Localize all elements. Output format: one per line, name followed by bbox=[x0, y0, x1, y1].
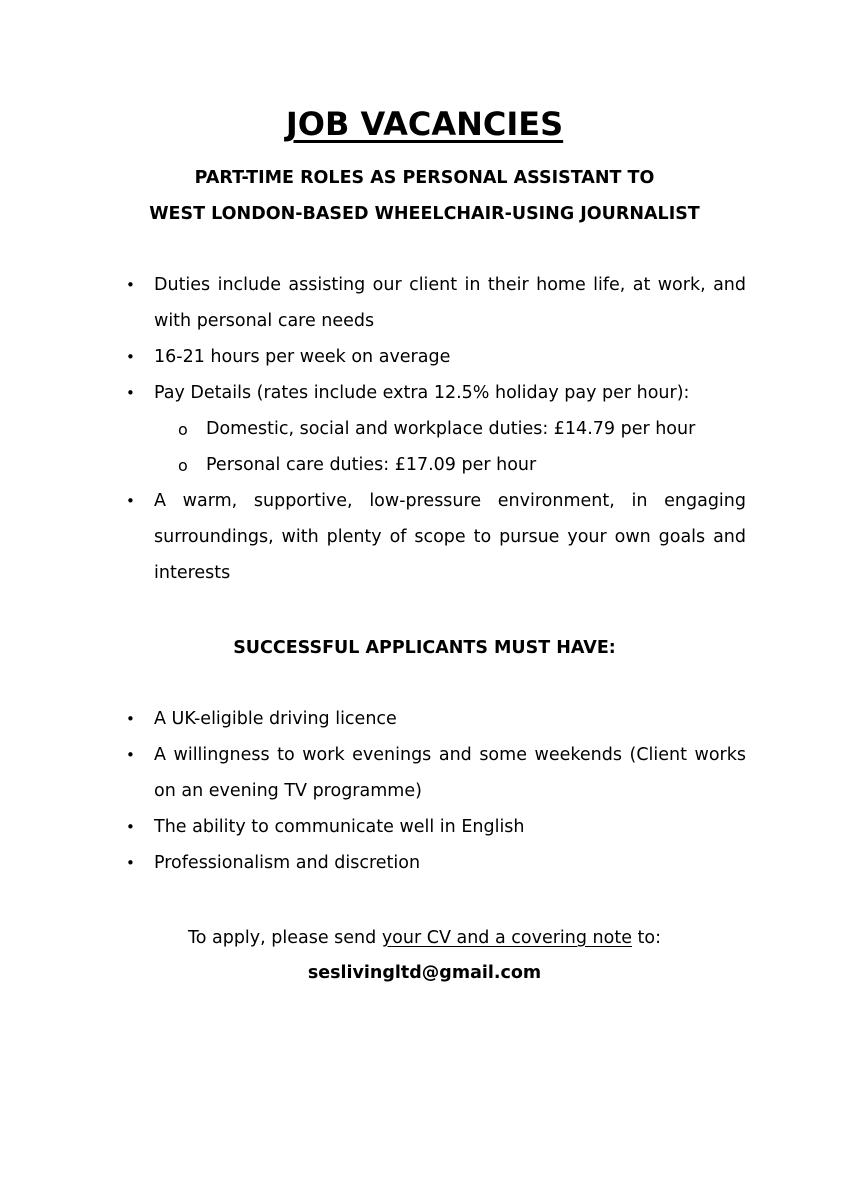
bullet-icon: • bbox=[126, 854, 135, 872]
list-item bbox=[124, 809, 746, 845]
requirement-text: A UK-eligible driving licence bbox=[154, 709, 397, 729]
list-item bbox=[124, 267, 746, 339]
list-item bbox=[154, 447, 746, 483]
page-title: JOB VACANCIES bbox=[285, 105, 564, 143]
list-item bbox=[124, 737, 746, 809]
apply-underlined-text: your CV and a covering note bbox=[381, 928, 632, 948]
duty-text: A warm, supportive, low-pressure environment, in engaging surroundings, with plenty of scope to pursue your own goals and interests bbox=[154, 491, 746, 583]
requirement-text: The ability to communicate well in English bbox=[154, 817, 525, 837]
pay-details-list bbox=[154, 411, 746, 483]
list-item bbox=[124, 701, 746, 737]
bullet-icon: • bbox=[126, 276, 135, 294]
apply-instructions bbox=[0, 926, 849, 950]
apply-prefix: To apply, please send bbox=[188, 928, 382, 948]
list-item bbox=[154, 411, 746, 447]
apply-suffix: to: bbox=[631, 928, 661, 948]
contact-email[interactable]: seslivingltd@gmail.com bbox=[307, 963, 542, 983]
bullet-icon: • bbox=[126, 710, 135, 728]
subtitle-line-2: WEST LONDON-BASED WHEELCHAIR-USING JOURNALIST bbox=[149, 204, 700, 224]
bullet-icon: • bbox=[126, 746, 135, 764]
subtitle-line-1: PART-TIME ROLES AS PERSONAL ASSISTANT TO bbox=[194, 168, 655, 188]
requirement-text: A willingness to work evenings and some weekends (Client works on an evening TV programme) bbox=[154, 745, 746, 801]
pay-detail-text: Personal care duties: £17.09 per hour bbox=[206, 455, 537, 475]
bullet-icon: • bbox=[126, 384, 135, 402]
bullet-icon: • bbox=[126, 492, 135, 510]
duty-text: Duties include assisting our client in their home life, at work, and with personal care needs bbox=[154, 275, 746, 331]
list-item bbox=[124, 339, 746, 375]
circle-bullet-icon: o bbox=[178, 420, 188, 439]
duties-list bbox=[124, 267, 746, 591]
duty-text: Pay Details (rates include extra 12.5% holiday pay per hour): bbox=[154, 383, 690, 403]
list-item bbox=[124, 375, 746, 483]
requirement-text: Professionalism and discretion bbox=[154, 853, 421, 873]
circle-bullet-icon: o bbox=[178, 456, 188, 475]
bullet-icon: • bbox=[126, 818, 135, 836]
pay-detail-text: Domestic, social and workplace duties: £14.79 per hour bbox=[206, 419, 696, 439]
requirements-list bbox=[124, 701, 746, 881]
list-item bbox=[124, 845, 746, 881]
requirements-heading: SUCCESSFUL APPLICANTS MUST HAVE: bbox=[233, 638, 616, 658]
bullet-icon: • bbox=[126, 348, 135, 366]
list-item bbox=[124, 483, 746, 591]
duty-text: 16-21 hours per week on average bbox=[154, 347, 451, 367]
